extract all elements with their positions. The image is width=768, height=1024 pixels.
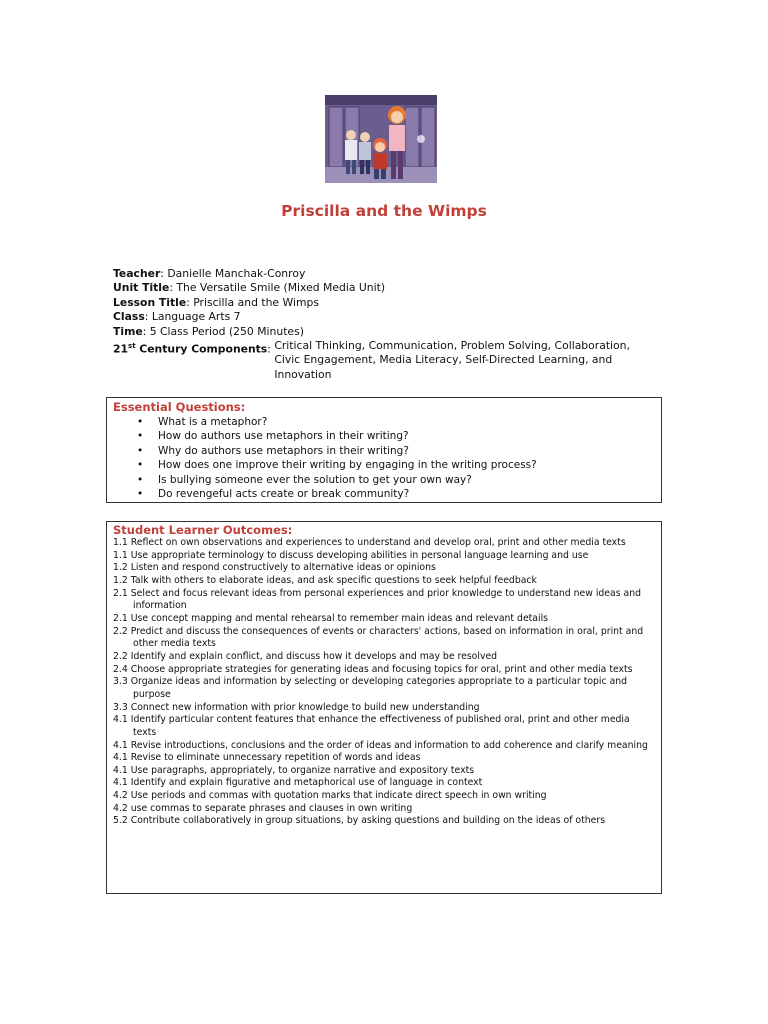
outcome-item: 1.2 Talk with others to elaborate ideas, and ask specific questions to seek helpful feedback	[113, 574, 537, 586]
essential-questions-list	[113, 415, 655, 501]
outcome-item: 2.2 Identify and explain conflict, and discuss how it develops and may be resolved	[113, 650, 498, 662]
bullet-icon: •	[137, 444, 144, 457]
class-value: : Language Arts 7	[144, 310, 241, 324]
components-label-rest: Century Components	[135, 342, 268, 356]
time-row	[113, 325, 649, 339]
cover-illustration	[325, 95, 437, 183]
outcome-item: 2.2 Predict and discuss the consequences of events or characters' actions, based on information in oral, print and other media texts	[113, 625, 644, 650]
outcome-item: 4.1 Identify particular content features that enhance the effectiveness of published oral, print and other media texts	[113, 714, 630, 738]
outcome-item: 3.3 Organize ideas and information by selecting or developing categories appropriate to a particular topic and purpose	[113, 676, 628, 700]
components-value: Critical Thinking, Communication, Problem Solving, Collaboration, Civic Engagement, Media Literacy, Self-Directed Learning, and Innovation	[274, 339, 630, 381]
question-text: Do revengeful acts create or break community?	[158, 488, 410, 501]
bullet-icon: •	[137, 416, 144, 428]
question-text: What is a metaphor?	[158, 416, 268, 428]
lesson-title-value: : Priscilla and the Wimps	[186, 295, 319, 309]
lesson-title-row	[113, 296, 649, 310]
question-text: How do authors use metaphors in their writing?	[158, 430, 409, 443]
lesson-metadata	[113, 267, 649, 382]
class-label: Class	[113, 310, 145, 324]
question-text: Is bullying someone ever the solution to get your own way?	[158, 473, 472, 486]
outcome-item: 1.1 Reflect on own observations and experiences to understand and develop oral, print and other media texts	[113, 537, 626, 548]
components-label	[113, 339, 274, 382]
outcome-item: 3.3 Connect new information with prior knowledge to build new understanding	[113, 701, 480, 713]
outcome-item: 4.2 use commas to separate phrases and clauses in own writing	[113, 802, 413, 814]
unit-title-row	[113, 281, 649, 295]
outcome-item: 1.2 Listen and respond constructively to alternative ideas or opinions	[113, 562, 436, 574]
outcome-item: 4.1 Revise to eliminate unnecessary repetition of words and ideas	[113, 752, 421, 764]
outcome-item: 2.1 Use concept mapping and mental rehearsal to remember main ideas and relevant details	[113, 612, 549, 624]
outcome-item: 2.4 Choose appropriate strategies for generating ideas and focusing topics for oral, print and other media texts	[113, 663, 633, 675]
components-row	[113, 339, 649, 382]
class-row	[113, 310, 649, 324]
essential-questions-box	[106, 397, 662, 503]
time-label: Time	[113, 324, 143, 338]
teacher-label: Teacher	[113, 267, 161, 280]
outcome-item: 4.1 Use paragraphs, appropriately, to organize narrative and expository texts	[113, 764, 475, 776]
question-item	[113, 473, 655, 487]
components-label-base: 21	[113, 342, 129, 356]
lesson-title-label: Lesson Title	[113, 295, 187, 309]
time-value: : 5 Class Period (250 Minutes)	[142, 324, 304, 338]
bullet-icon: •	[137, 473, 144, 486]
bullet-icon: •	[137, 430, 144, 443]
teacher-row	[113, 267, 649, 281]
essential-questions-heading: Essential Questions:	[113, 400, 246, 414]
outcome-item: 5.2 Contribute collaboratively in group situations, by asking questions and building on the ideas of others	[113, 815, 606, 827]
outcome-item: 2.1 Select and focus relevant ideas from personal experiences and prior knowledge to understand new ideas and information	[113, 587, 642, 612]
outcome-item: 4.2 Use periods and commas with quotation marks that indicate direct speech in own writing	[113, 790, 547, 802]
question-item	[113, 415, 655, 429]
teacher-value: : Danielle Manchak-Conroy	[160, 267, 306, 280]
unit-title-label: Unit Title	[113, 281, 170, 295]
outcome-item: 4.1 Identify and explain figurative and metaphorical use of language in context	[113, 777, 483, 789]
learner-outcomes-box	[106, 521, 662, 894]
question-text: How does one improve their writing by engaging in the writing process?	[158, 459, 537, 472]
outcome-item: 4.1 Revise introductions, conclusions and the order of ideas and information to add coherence and clarify meaning	[113, 739, 648, 751]
components-sep: :	[267, 342, 275, 356]
question-item	[113, 487, 655, 501]
question-item	[113, 458, 655, 472]
bullet-icon: •	[137, 459, 144, 472]
question-item	[113, 429, 655, 443]
question-text: Why do authors use metaphors in their writing?	[158, 444, 409, 457]
bullet-icon: •	[137, 488, 144, 501]
learner-outcomes-heading: Student Learner Outcomes:	[113, 523, 293, 537]
document-title: Priscilla and the Wimps	[281, 202, 487, 220]
outcome-item: 1.1 Use appropriate terminology to discuss developing abilities in personal language learning and use	[113, 549, 589, 561]
learner-outcomes-list	[113, 537, 655, 828]
components-label-sup: st	[128, 342, 136, 351]
question-item	[113, 444, 655, 458]
unit-title-value: : The Versatile Smile (Mixed Media Unit)	[169, 281, 386, 295]
